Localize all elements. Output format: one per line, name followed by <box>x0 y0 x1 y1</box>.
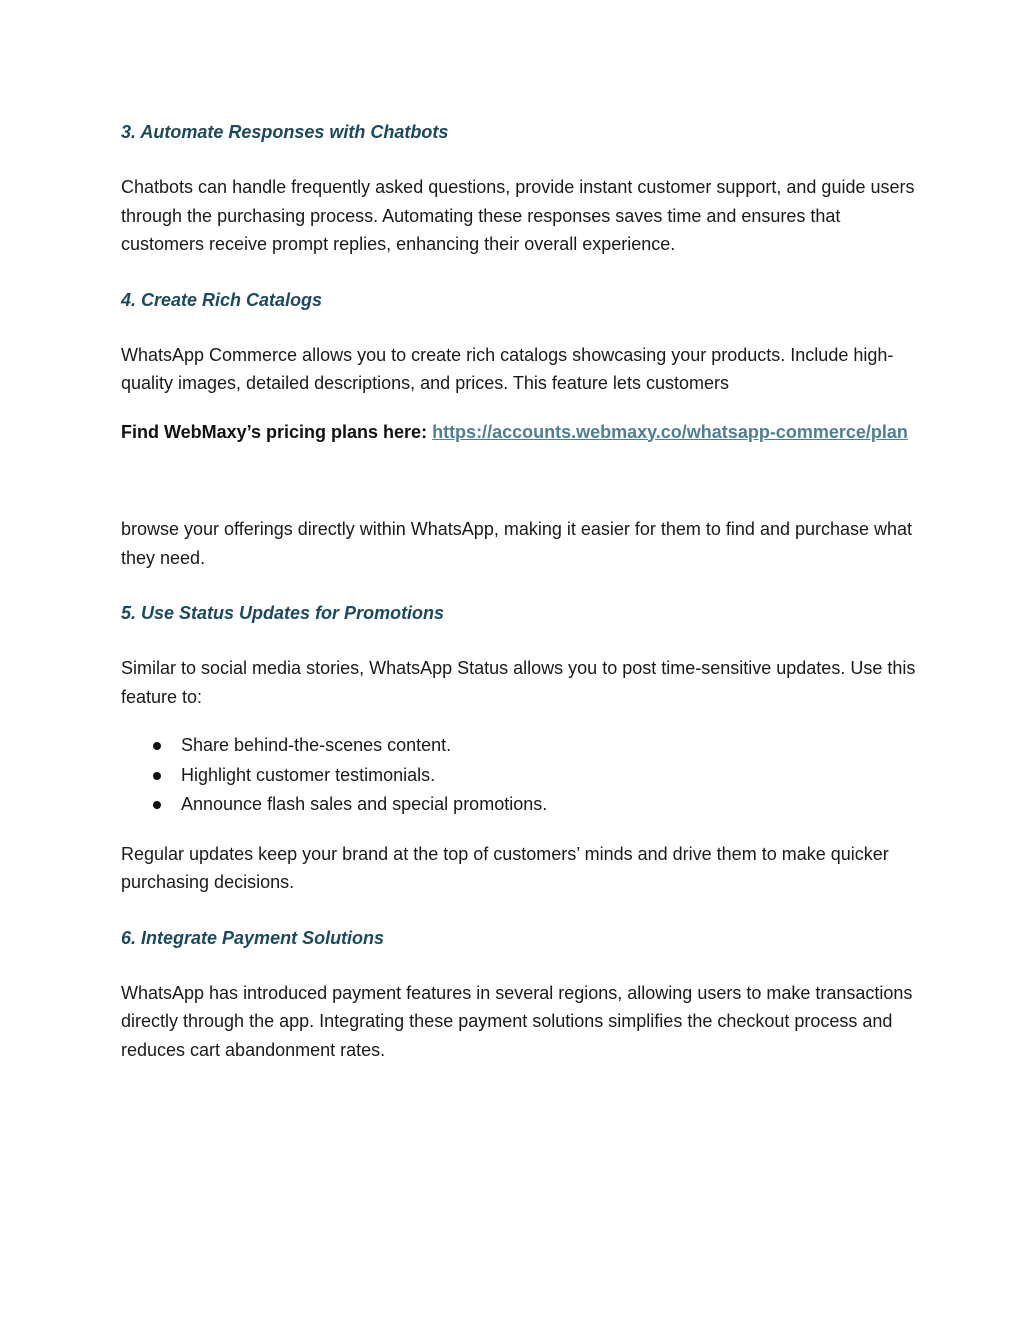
bullet-icon <box>153 772 161 780</box>
list-item <box>121 761 921 791</box>
pricing-link[interactable]: https://accounts.webmaxy.co/whatsapp-commerce/plan <box>432 421 908 442</box>
list-item <box>121 731 921 761</box>
list-item-text: Highlight customer testimonials. <box>181 764 436 785</box>
list-item-text: Announce flash sales and special promotions. <box>181 794 548 814</box>
section-5-closing: Regular updates keep your brand at the top of customers’ minds and drive them to make quicker purchasing decisions. <box>121 843 889 892</box>
section-6-heading: 6. Integrate Payment Solutions <box>121 927 385 948</box>
bullet-icon <box>153 801 161 809</box>
section-4-body: WhatsApp Commerce allows you to create rich catalogs showcasing your products. Include high-quality images, detailed descriptions, and prices. This feature lets customers <box>121 344 894 393</box>
section-5-body: Similar to social media stories, WhatsApp Status allows you to post time-sensitive updates. Use this feature to: <box>121 658 916 707</box>
section-4-heading: 4. Create Rich Catalogs <box>121 289 323 310</box>
section-3-heading: 3. Automate Responses with Chatbots <box>121 122 449 142</box>
section-5-bullet-list <box>121 731 921 820</box>
pricing-label: Find WebMaxy’s pricing plans here: <box>121 421 428 442</box>
list-item <box>121 790 921 820</box>
pricing-note <box>121 418 921 447</box>
document-page <box>121 118 921 1064</box>
bullet-icon <box>153 742 161 750</box>
section-6-body: WhatsApp has introduced payment features in several regions, allowing users to make transactions directly through the app. Integrating these payment solutions simplifies the checkout process and reduces cart abandonment rates. <box>121 982 913 1060</box>
section-4-body-continued: browse your offerings directly within WhatsApp, making it easier for them to find and purchase what they need. <box>121 519 913 568</box>
section-5-heading: 5. Use Status Updates for Promotions <box>121 603 445 623</box>
list-item-text: Share behind-the-scenes content. <box>181 735 452 755</box>
section-3-body: Chatbots can handle frequently asked questions, provide instant customer support, and guide users through the purchasing process. Automating these responses saves time and ensures that customers receive prompt replies, enhancing their overall experience. <box>121 177 915 254</box>
